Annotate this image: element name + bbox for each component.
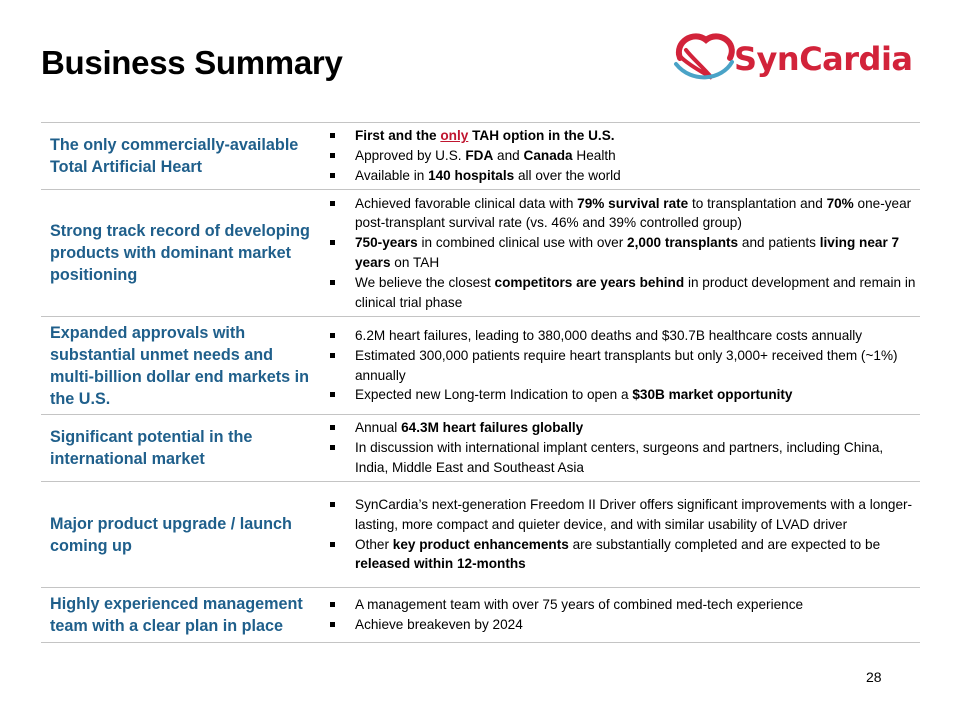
bullet-text: and patients xyxy=(738,235,820,251)
bullet-text: $30B market opportunity xyxy=(632,387,793,403)
bullet-item xyxy=(330,146,920,166)
bullet-text: 64.3M heart failures globally xyxy=(401,420,584,436)
bullet-text: in product development and remain in clinical trial phase xyxy=(355,274,916,310)
bullet-item xyxy=(330,126,920,146)
bullet-text: First and the xyxy=(355,128,441,144)
summary-row xyxy=(41,414,920,481)
bullet-text: living near 7 years xyxy=(355,235,900,270)
bullet-item xyxy=(330,615,920,635)
bullet-text: to transplantation and xyxy=(688,195,827,211)
bullet-text: competitors are years behind xyxy=(494,274,685,290)
bullet-text: 750-years xyxy=(355,235,418,251)
bullet-text: in combined clinical use with over xyxy=(417,235,628,251)
bullet-item xyxy=(330,273,920,313)
bullet-text: We believe the closest xyxy=(355,274,495,290)
bullet-text: 2,000 transplants xyxy=(627,235,739,251)
bullet-list xyxy=(330,126,920,185)
bullet-text: 6.2M heart failures, leading to 380,000 deaths and $30.7B healthcare costs annually xyxy=(355,327,863,343)
bullet-item xyxy=(330,166,920,186)
page-title: Business Summary xyxy=(41,44,343,81)
bullet-text: Available in xyxy=(355,167,429,183)
bullet-item xyxy=(330,495,920,535)
summary-row xyxy=(41,122,920,189)
bullet-list xyxy=(330,326,920,405)
bullet-text: only xyxy=(440,128,469,144)
row-bullets xyxy=(326,495,920,574)
row-heading: Expanded approvals with substantial unmet needs and multi-billion dollar end markets in the U.S. xyxy=(50,323,310,408)
bullet-text: released within 12-months xyxy=(355,556,526,572)
bullet-text: 140 hospitals xyxy=(428,167,515,183)
row-bullets xyxy=(326,326,920,405)
bullet-text: In discussion with international implant centers, surgeons and partners, including China, India, Middle East and Southeast Asia xyxy=(355,440,884,475)
summary-table xyxy=(41,122,920,643)
summary-row xyxy=(41,587,920,643)
bullet-text: Estimated 300,000 patients require heart transplants but only 3,000+ received them (~1%) annually xyxy=(355,347,898,383)
bullet-text: Expected new Long-term Indication to open a xyxy=(355,387,633,403)
row-bullets xyxy=(326,126,920,185)
bullet-text: Achieved favorable clinical data with xyxy=(355,195,578,211)
bullet-item xyxy=(330,535,920,575)
row-bullets xyxy=(326,595,920,635)
bullet-item xyxy=(330,418,920,438)
bullet-text: Achieve breakeven by 2024 xyxy=(355,617,523,632)
bullet-text: 70% xyxy=(826,195,854,211)
bullet-list xyxy=(330,194,920,313)
bullet-item xyxy=(330,346,920,386)
logo-wordmark: SynCardia xyxy=(734,40,913,78)
bullet-text: all over the world xyxy=(514,167,621,183)
bullet-item xyxy=(330,595,920,615)
page-number: 28 xyxy=(866,669,882,685)
bullet-text: are substantially completed and are expected to be xyxy=(568,536,881,552)
bullet-text: key product enhancements xyxy=(392,536,569,552)
bullet-item xyxy=(330,385,920,405)
bullet-item xyxy=(330,438,920,478)
summary-row xyxy=(41,189,920,316)
bullet-text: TAH option in the U.S. xyxy=(468,128,615,144)
bullet-list xyxy=(330,495,920,574)
bullet-text: Annual xyxy=(355,420,402,436)
bullet-list xyxy=(330,595,920,635)
syncardia-logo xyxy=(672,28,913,88)
bullet-item xyxy=(330,233,920,273)
bullet-text: Approved by U.S. xyxy=(355,148,466,164)
summary-row xyxy=(41,481,920,587)
bullet-item xyxy=(330,326,920,346)
row-heading: Highly experienced management team with a clear plan in place xyxy=(50,595,303,635)
bullet-text: FDA xyxy=(465,148,494,164)
bullet-text: 79% survival rate xyxy=(577,195,689,211)
bullet-text: Other xyxy=(355,536,393,552)
row-heading: Strong track record of developing products with dominant market positioning xyxy=(50,222,310,284)
bullet-text: A management team with over 75 years of combined med-tech experience xyxy=(355,597,804,613)
bullet-text: Canada xyxy=(523,148,573,164)
bullet-text: SynCardia’s next-generation Freedom II Driver offers significant improvements with a longer-lasting, more compact and quieter device, and with similar usability of LVAD driver xyxy=(355,496,913,532)
row-heading: Major product upgrade / launch coming up xyxy=(50,514,292,555)
row-bullets xyxy=(326,194,920,313)
row-heading: Significant potential in the international market xyxy=(50,428,253,468)
heart-swirl-icon xyxy=(672,28,742,88)
bullet-text: on TAH xyxy=(390,255,440,270)
row-heading: The only commercially-available Total Artificial Heart xyxy=(50,136,299,176)
bullet-text: one-year post-transplant survival rate (vs. 46% and 39% controlled group) xyxy=(355,195,912,231)
bullet-text: and xyxy=(493,148,524,164)
bullet-text: Health xyxy=(572,148,616,164)
summary-row xyxy=(41,316,920,414)
bullet-item xyxy=(330,194,920,234)
row-bullets xyxy=(326,418,920,477)
bullet-list xyxy=(330,418,920,477)
